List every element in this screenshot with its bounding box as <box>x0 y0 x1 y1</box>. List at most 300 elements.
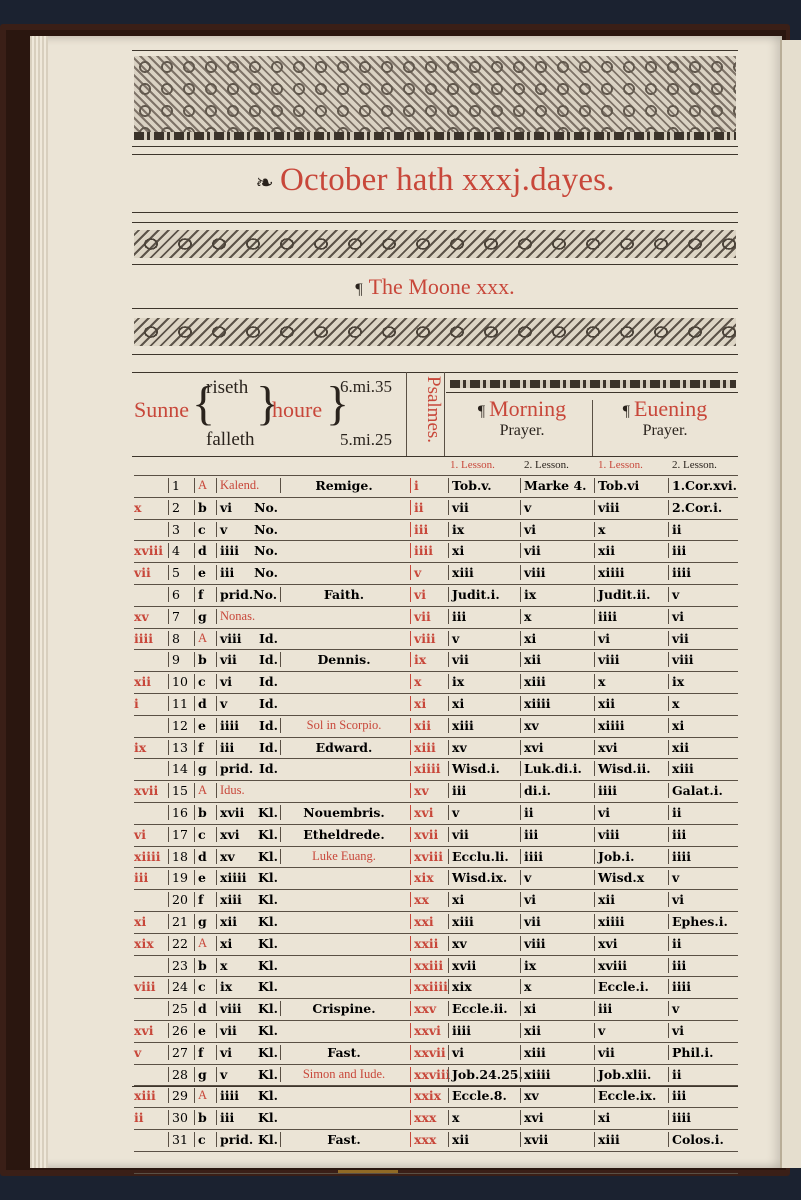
calendar-row <box>134 585 738 607</box>
feast-name: Sol in Scorpio. <box>280 718 407 733</box>
day-number: 26 <box>168 1023 194 1038</box>
day-number: 29 <box>168 1088 194 1103</box>
golden-number: xi <box>134 913 147 929</box>
golden-number: xix <box>134 935 154 951</box>
evening-lesson-1: Job.xlii. <box>594 1067 668 1082</box>
houre-label: houre <box>272 397 323 422</box>
roman-date: Kalend. <box>216 478 280 493</box>
morning-lesson-2: vii <box>520 914 594 929</box>
evening-lesson-2: viii <box>668 652 742 667</box>
feast-name: Fast. <box>280 1132 407 1147</box>
top-rule <box>132 50 738 51</box>
dominical-letter: c <box>194 979 216 994</box>
dominical-letter: f <box>194 892 216 907</box>
roman-date: xvii <box>216 805 280 820</box>
feast-name: Dennis. <box>280 652 407 667</box>
feast-name: Remige. <box>280 478 407 493</box>
roman-date-suffix: Kl. <box>258 848 278 864</box>
morning-lesson-2: xiii <box>520 1045 594 1060</box>
roman-date-suffix: Kl. <box>258 1131 278 1147</box>
calendar-row <box>134 977 738 999</box>
feast-name: Crispine. <box>280 1001 407 1016</box>
calendar-row <box>134 629 738 651</box>
calendar-row <box>134 607 738 629</box>
morning-lesson-2: xv <box>520 1088 594 1103</box>
golden-number: xiii <box>134 1088 156 1104</box>
evening-lesson-2: Colos.i. <box>668 1132 742 1147</box>
golden-number: iii <box>134 870 149 886</box>
golden-number: x <box>134 499 142 515</box>
morning-lesson-1: xvii <box>448 958 520 973</box>
evening-lesson-2: iiii <box>668 979 742 994</box>
evening-lesson-1: xvi <box>594 740 668 755</box>
evening-lesson-2: Phil.i. <box>668 1045 742 1060</box>
morning-lesson-1: vi <box>448 1045 520 1060</box>
evening-lesson-1: xii <box>594 892 668 907</box>
psalm-number: xiiii <box>410 761 450 776</box>
evening-lesson-1: iiii <box>594 783 668 798</box>
evening-lesson-2: 2.Cor.i. <box>668 500 742 515</box>
calendar-row <box>134 890 738 912</box>
divider <box>444 372 445 456</box>
feast-name: Fast. <box>280 1045 407 1060</box>
calendar-row <box>134 520 738 542</box>
sunne-label: Sunne <box>134 397 189 422</box>
dominical-letter: g <box>194 1067 216 1082</box>
evening-lesson-1: Eccle.i. <box>594 979 668 994</box>
dominical-letter: A <box>194 1088 216 1103</box>
psalm-number: xxvii <box>410 1045 450 1060</box>
calendar-row <box>134 956 738 978</box>
divider <box>406 372 407 456</box>
day-number: 24 <box>168 979 194 994</box>
morning-lesson-2: v <box>520 870 594 885</box>
morning-lesson-2: xiiii <box>520 1067 594 1082</box>
evening-lesson-1: viii <box>594 652 668 667</box>
morning-lesson-2: v <box>520 500 594 515</box>
evening-lesson2-header: 2. Lesson. <box>672 459 717 471</box>
roman-date-suffix: No. <box>254 499 278 515</box>
divider <box>592 400 593 456</box>
evening-lesson-1: x <box>594 522 668 537</box>
day-number: 21 <box>168 914 194 929</box>
calendar-row <box>134 759 738 781</box>
pilcrow-icon: ¶ <box>355 281 363 298</box>
rule <box>132 308 738 309</box>
evening-label: Euening <box>633 396 708 421</box>
evening-lesson-1: xii <box>594 696 668 711</box>
morning-lesson-2: Luk.di.i. <box>520 761 594 776</box>
calendar-row <box>134 803 738 825</box>
psalm-number: iiii <box>410 543 450 558</box>
evening-lesson-2: ii <box>668 1067 742 1082</box>
morning-lesson-2: xvi <box>520 1110 594 1125</box>
day-number: 16 <box>168 805 194 820</box>
rule <box>132 264 738 265</box>
morning-lesson-2: x <box>520 609 594 624</box>
psalm-number: xxviii <box>410 1067 450 1082</box>
morning-lesson-1: Eccle.8. <box>448 1088 520 1103</box>
roman-date-suffix: Kl. <box>258 804 278 820</box>
evening-lesson-2: ii <box>668 522 742 537</box>
morning-lesson-2: xvi <box>520 740 594 755</box>
morning-lesson-1: Job.24.25. <box>448 1067 520 1082</box>
rise-time: 6.mi.35 <box>340 377 392 396</box>
evening-lesson-1: iii <box>594 1001 668 1016</box>
morning-lesson-2: xii <box>520 652 594 667</box>
morning-label: Morning <box>489 396 567 421</box>
evening-lesson-2: iii <box>668 827 742 842</box>
psalm-number: xvi <box>410 805 450 820</box>
morning-lesson-2: vi <box>520 892 594 907</box>
brace-middle: } <box>256 377 280 430</box>
dominical-letter: A <box>194 631 216 646</box>
morning-lesson-1: vii <box>448 500 520 515</box>
roman-date-suffix: Kl. <box>258 1022 278 1038</box>
day-number: 3 <box>168 522 194 537</box>
psalm-number: xvii <box>410 827 450 842</box>
morning-lesson-1: iii <box>448 783 520 798</box>
roman-date-suffix: No. <box>254 565 278 581</box>
roman-date: iii <box>216 565 280 580</box>
roman-date: viii <box>216 631 280 646</box>
roman-date: xii <box>216 914 280 929</box>
fall-time: 5.mi.25 <box>340 430 392 449</box>
day-number: 28 <box>168 1067 194 1082</box>
rule <box>132 146 738 147</box>
day-number: 11 <box>168 696 194 711</box>
dominical-letter: b <box>194 500 216 515</box>
page-leaves-edge <box>30 36 48 1168</box>
evening-lesson-2: iiii <box>668 565 742 580</box>
evening-lesson-2: vi <box>668 609 742 624</box>
morning-lesson-1: xiii <box>448 718 520 733</box>
evening-lesson-2: 1.Cor.xvi. <box>668 478 742 493</box>
roman-date: xvi <box>216 827 280 842</box>
evening-lesson-2: iiii <box>668 849 742 864</box>
psalm-number: xxix <box>410 1088 450 1103</box>
middle-ornament-band <box>134 230 736 258</box>
psalm-number: xv <box>410 783 450 798</box>
morning-lesson-1: xi <box>448 696 520 711</box>
morning-lesson-2: vii <box>520 543 594 558</box>
morning-lesson-2: xi <box>520 631 594 646</box>
calendar-row <box>134 1021 738 1043</box>
evening-lesson-1: xiiii <box>594 565 668 580</box>
calendar-row <box>134 847 738 869</box>
fleuron-icon: ❧ <box>255 170 274 195</box>
morning-lesson1-header: 1. Lesson. <box>450 459 495 471</box>
month-title <box>132 162 738 199</box>
morning-lesson-2: xvii <box>520 1132 594 1147</box>
psalm-number: xxi <box>410 914 450 929</box>
roman-date: v <box>216 1067 280 1082</box>
psalm-number: xviii <box>410 849 450 864</box>
morning-lesson-1: Wisd.i. <box>448 761 520 776</box>
roman-date: vi <box>216 674 280 689</box>
golden-number: xv <box>134 608 149 624</box>
evening-lesson-1: xiiii <box>594 914 668 929</box>
psalm-number: xxii <box>410 936 450 951</box>
lesson-header-row <box>132 457 738 475</box>
evening-lesson-2: iii <box>668 543 742 558</box>
evening-lesson-1: xiii <box>594 1132 668 1147</box>
roman-date-suffix: No. <box>254 543 278 559</box>
calendar-row <box>134 781 738 803</box>
roman-date: vii <box>216 652 280 667</box>
morning-lesson-1: iiii <box>448 1023 520 1038</box>
roman-date: xv <box>216 849 280 864</box>
feast-name: Faith. <box>280 587 407 602</box>
dominical-letter: b <box>194 1110 216 1125</box>
calendar-row <box>134 476 738 498</box>
rule <box>132 154 738 155</box>
roman-date-suffix: Id. <box>259 695 278 711</box>
dominical-letter: d <box>194 1001 216 1016</box>
rule <box>446 392 738 393</box>
dominical-letter: A <box>194 783 216 798</box>
dominical-letter: e <box>194 870 216 885</box>
roman-date-suffix: Id. <box>259 717 278 733</box>
day-number: 10 <box>168 674 194 689</box>
evening-lesson-2: v <box>668 870 742 885</box>
dominical-letter: e <box>194 718 216 733</box>
calendar-row <box>134 498 738 520</box>
calendar-row <box>134 563 738 585</box>
evening-lesson-1: Job.i. <box>594 849 668 864</box>
calendar-table <box>134 475 738 1174</box>
roman-date-suffix: Id. <box>259 674 278 690</box>
dominical-letter: f <box>194 587 216 602</box>
morning-lesson-2: xii <box>520 1023 594 1038</box>
dominical-letter: c <box>194 1132 216 1147</box>
calendar-row <box>134 868 738 890</box>
evening-lesson-2: vi <box>668 1023 742 1038</box>
feast-name: Nouembris. <box>280 805 407 820</box>
day-number: 5 <box>168 565 194 580</box>
roman-date-suffix: Id. <box>259 761 278 777</box>
header-top-rule <box>132 372 738 373</box>
calendar-row-empty <box>134 1152 738 1174</box>
roman-date: iiii <box>216 718 280 733</box>
morning-lesson-2: xiii <box>520 674 594 689</box>
morning-lesson-2: di.i. <box>520 783 594 798</box>
dominical-letter: d <box>194 696 216 711</box>
evening-lesson-1: Judit.ii. <box>594 587 668 602</box>
calendar-row <box>134 716 738 738</box>
roman-date: prid.No. <box>216 587 280 602</box>
evening-lesson-1: xii <box>594 543 668 558</box>
top-ornament-border <box>134 56 736 136</box>
evening-lesson-1: Wisd.x <box>594 870 668 885</box>
golden-number: vi <box>134 826 147 842</box>
morning-lesson-1: Eccle.ii. <box>448 1001 520 1016</box>
roman-date: v <box>216 696 280 711</box>
morning-lesson-2: iiii <box>520 849 594 864</box>
top-ornament-strip <box>134 132 736 140</box>
evening-lesson-2: Ephes.i. <box>668 914 742 929</box>
morning-lesson-2: xiiii <box>520 696 594 711</box>
moon-title-text: The Moone xxx. <box>368 274 515 299</box>
morning-lesson-1: v <box>448 631 520 646</box>
roman-date: xiiii <box>216 870 280 885</box>
roman-date-suffix: Kl. <box>258 870 278 886</box>
calendar-row <box>134 541 738 563</box>
roman-date-suffix: Kl. <box>258 979 278 995</box>
morning-lesson-1: xiii <box>448 565 520 580</box>
psalm-number: xiii <box>410 740 450 755</box>
evening-lesson-1: Wisd.ii. <box>594 761 668 776</box>
psalm-number: xii <box>410 718 450 733</box>
day-number: 25 <box>168 1001 194 1016</box>
falleth-label: falleth <box>206 429 255 450</box>
evening-lesson-2: vii <box>668 631 742 646</box>
morning-lesson-1: Wisd.ix. <box>448 870 520 885</box>
morning-lesson-2: ix <box>520 958 594 973</box>
roman-date: iiii <box>216 1088 280 1103</box>
day-number: 22 <box>168 936 194 951</box>
roman-date-suffix: Kl. <box>258 826 278 842</box>
prayer-label: Prayer. <box>642 422 688 439</box>
dominical-letter: b <box>194 958 216 973</box>
dominical-letter: d <box>194 849 216 864</box>
evening-lesson-2: vi <box>668 892 742 907</box>
pilcrow-icon: ¶ <box>477 403 486 420</box>
calendar-row <box>134 694 738 716</box>
rule <box>132 212 738 213</box>
morning-lesson-2: xi <box>520 1001 594 1016</box>
calendar-row <box>134 1086 738 1108</box>
morning-lesson-2: vi <box>520 522 594 537</box>
morning-lesson-1: x <box>448 1110 520 1125</box>
calendar-row <box>134 1108 738 1130</box>
evening-lesson-2: xiii <box>668 761 742 776</box>
psalm-number: xxx <box>410 1132 450 1147</box>
moon-title <box>132 274 738 300</box>
roman-date: ix <box>216 979 280 994</box>
dominical-letter: c <box>194 674 216 689</box>
psalm-number: x <box>410 674 450 689</box>
morning-lesson-2: iii <box>520 827 594 842</box>
roman-date: iii <box>216 1110 280 1125</box>
evening-lesson-2: iiii <box>668 1110 742 1125</box>
psalm-number: xxv <box>410 1001 450 1016</box>
day-number: 19 <box>168 870 194 885</box>
evening-prayer-header <box>594 396 736 440</box>
morning-lesson-2: viii <box>520 936 594 951</box>
roman-date-suffix: Kl. <box>258 935 278 951</box>
morning-lesson-2: viii <box>520 565 594 580</box>
roman-date: prid. <box>216 761 280 776</box>
psalm-number: viii <box>410 631 450 646</box>
calendar-row <box>134 1065 738 1087</box>
evening-lesson-1: Tob.vi <box>594 478 668 493</box>
roman-date-suffix: Kl. <box>258 1066 278 1082</box>
dominical-letter: e <box>194 1023 216 1038</box>
psalm-number: ix <box>410 652 450 667</box>
day-number: 13 <box>168 740 194 755</box>
dominical-letter: A <box>194 478 216 493</box>
riseth-label: riseth <box>206 377 249 398</box>
golden-number: xvi <box>134 1022 154 1038</box>
day-number: 6 <box>168 587 194 602</box>
roman-date: x <box>216 958 280 973</box>
evening-lesson-1: xvi <box>594 936 668 951</box>
morning-lesson-2: x <box>520 979 594 994</box>
roman-date-suffix: Kl. <box>258 1110 278 1126</box>
evening-lesson-2: iii <box>668 958 742 973</box>
brace-left: { <box>192 377 216 430</box>
evening-lesson-1: viii <box>594 500 668 515</box>
morning-lesson-1: Ecclu.li. <box>448 849 520 864</box>
morning-lesson-1: xv <box>448 936 520 951</box>
psalm-number: xxvi <box>410 1023 450 1038</box>
evening-lesson-2: ii <box>668 805 742 820</box>
day-number: 1 <box>168 478 194 493</box>
roman-date-suffix: Kl. <box>258 1088 278 1104</box>
psalm-number: xxiii <box>410 958 450 973</box>
psalm-number: xxx <box>410 1110 450 1125</box>
morning-lesson-1: xiii <box>448 914 520 929</box>
dominical-letter: d <box>194 543 216 558</box>
golden-number: xiiii <box>134 848 161 864</box>
golden-number: ix <box>134 739 147 755</box>
roman-date-suffix: Id. <box>259 630 278 646</box>
calendar-row <box>134 934 738 956</box>
evening-lesson-1: iiii <box>594 609 668 624</box>
morning-lesson-1: xix <box>448 979 520 994</box>
evening-lesson-1: vii <box>594 1045 668 1060</box>
bottom-rule <box>132 1086 738 1087</box>
evening-lesson-2: xii <box>668 740 742 755</box>
morning-lesson-1: Judit.i. <box>448 587 520 602</box>
morning-lesson-2: Marke 4. <box>520 478 594 493</box>
psalm-number: ii <box>410 500 450 515</box>
roman-date: vii <box>216 1023 280 1038</box>
lower-ornament-band <box>134 318 736 346</box>
morning-lesson-1: v <box>448 805 520 820</box>
morning-lesson-2: ix <box>520 587 594 602</box>
dominical-letter: b <box>194 652 216 667</box>
morning-lesson-1: xi <box>448 892 520 907</box>
roman-date-suffix: Id. <box>259 739 278 755</box>
facing-page-edge <box>780 40 801 1168</box>
psalm-number: vi <box>410 587 450 602</box>
evening-lesson-1: vi <box>594 805 668 820</box>
calendar-row <box>134 738 738 760</box>
calendar-frame <box>132 50 738 1147</box>
day-number: 31 <box>168 1132 194 1147</box>
roman-date: xi <box>216 936 280 951</box>
morning-lesson-1: xv <box>448 740 520 755</box>
psalm-number: xxiiii <box>410 979 450 994</box>
roman-date-suffix: Id. <box>259 652 278 668</box>
dominical-letter: g <box>194 609 216 624</box>
evening-lesson-1: xiiii <box>594 718 668 733</box>
roman-date: iii <box>216 740 280 755</box>
psalm-number: xi <box>410 696 450 711</box>
calendar-row <box>134 672 738 694</box>
morning-lesson-1: xii <box>448 1132 520 1147</box>
dominical-letter: c <box>194 827 216 842</box>
roman-date: v <box>216 522 280 537</box>
roman-date-suffix: Kl. <box>258 892 278 908</box>
day-number: 8 <box>168 631 194 646</box>
roman-date-suffix: Kl. <box>258 957 278 973</box>
roman-date: Nonas. <box>216 609 280 624</box>
evening-lesson1-header: 1. Lesson. <box>598 459 643 471</box>
golden-number: vii <box>134 565 151 581</box>
